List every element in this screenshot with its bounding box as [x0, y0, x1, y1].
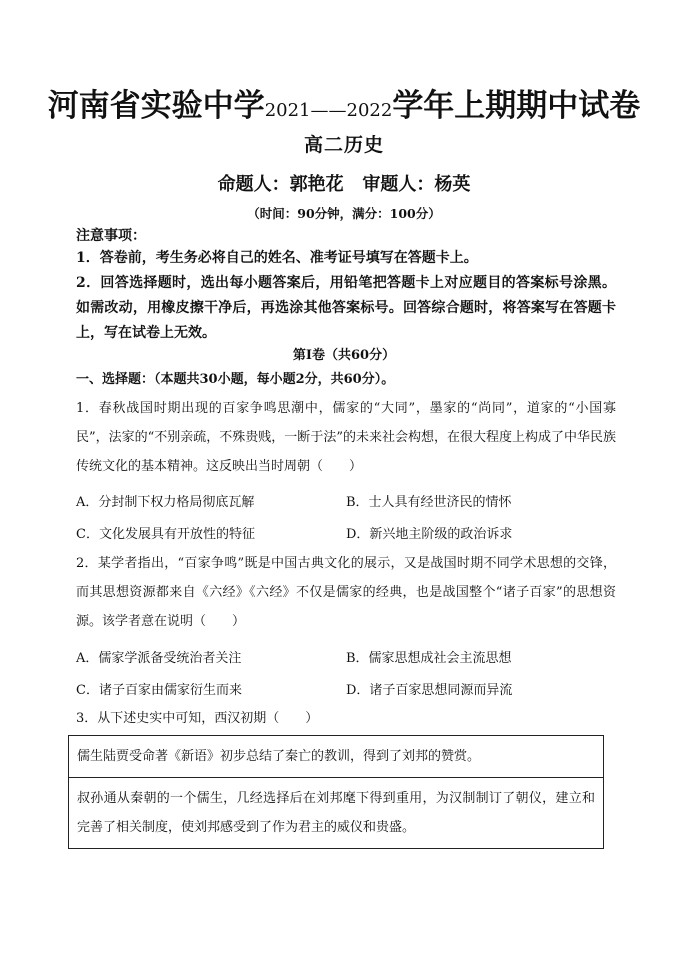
exam-time-info: （时间：90分钟，满分：100分） [247, 206, 441, 221]
question-1-option-a: A．分封制下权力格局彻底瓦解 [76, 494, 255, 510]
notes-block [76, 226, 616, 346]
question-3-source-2: 叔孙通从秦朝的一个儒生，几经选择后在刘邦麾下得到重用，为汉制制订了朝仪，建立和完善了相关制度，使刘邦感受到了作为君主的威仪和贵盛。 [69, 777, 603, 848]
question-3-stem: 3．从下述史实中可知，西汉初期（ ） [76, 711, 319, 726]
question-1-stem: 1．春秋战国时期出现的百家争鸣思潮中，儒家的“大同”，墨家的“尚同”，道家的“小国寡民”，法家的“不别亲疏，不殊贵贱，一断于法”的未来社会构想，在很大程度上构成了中华民族传统文化的基本精神。这反映出当时周朝（ ） [76, 401, 616, 474]
question-2-options [76, 640, 616, 704]
question-2-option-c: C．诸子百家由儒家衍生而来 [76, 682, 242, 698]
question-1-option-c: C．文化发展具有开放性的特征 [76, 526, 255, 542]
question-2-stem: 2．某学者指出，“百家争鸣”既是中国古典文化的展示，又是战国时期不同学术思想的交锋，而其思想资源都来自《六经》《六经》不仅是儒家的经典，也是战国整个“诸子百家”的思想资源。该学者意在说明（ ） [76, 556, 616, 629]
section-one-heading: 一、选择题：（本题共30小题，每小题2分，共60分）。 [76, 372, 395, 387]
title-suffix: 学年上期期中试卷 [392, 88, 641, 124]
exam-authors: 命题人：郭艳花 审题人：杨英 [217, 174, 471, 195]
question-3-source-1: 儒生陆贾受命著《新语》初步总结了秦亡的教训，得到了刘邦的赞赏。 [77, 749, 481, 764]
question-2-option-a: A．儒家学派备受统治者关注 [76, 650, 242, 666]
exam-title [0, 80, 688, 125]
question-1-option-b: B．士人具有经世济民的情怀 [346, 494, 512, 510]
exam-subject: 高二历史 [303, 134, 384, 156]
question-1-option-d: D．新兴地主阶级的政治诉求 [346, 526, 513, 542]
part-one-title: 第Ⅰ卷（共60分） [292, 348, 396, 363]
notes-item-1: 1．答卷前，考生务必将自己的姓名、准考证号填写在答题卡上。 [76, 250, 478, 266]
question-2-option-b: B．儒家思想成社会主流思想 [346, 650, 512, 666]
notes-heading: 注意事项： [76, 228, 146, 244]
title-prefix: 河南省实验中学 [47, 88, 265, 124]
title-year: 2021——2022 [264, 100, 393, 121]
notes-item-2: 2．回答选择题时，选出每小题答案后，用铅笔把答题卡上对应题目的答案标号涂黑。如需改动，用橡皮擦干净后，再选涂其他答案标号。回答综合题时，将答案写在答题卡上，写在试卷上无效。 [76, 275, 616, 341]
question-1-options [76, 484, 616, 548]
question-2-option-d: D．诸子百家思想同源而异流 [346, 682, 513, 698]
question-3-source-table [68, 735, 604, 849]
